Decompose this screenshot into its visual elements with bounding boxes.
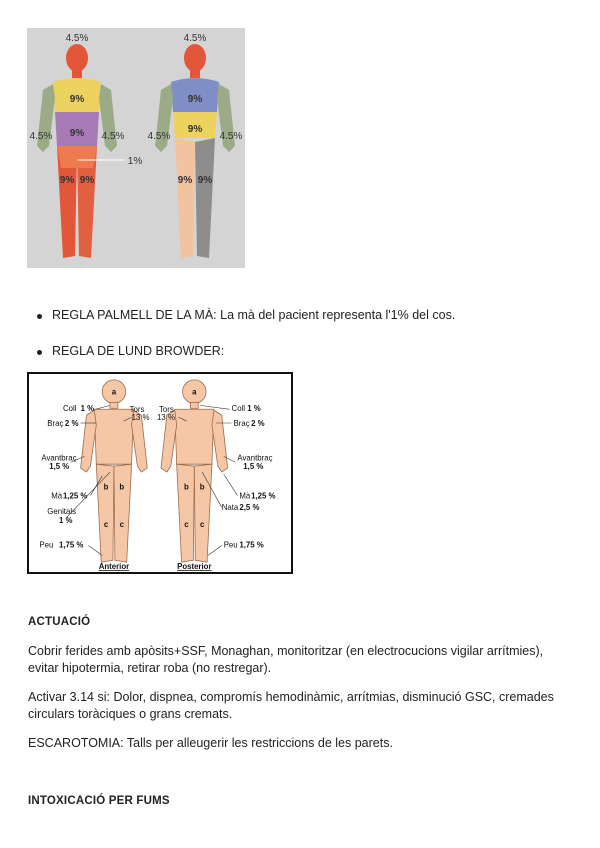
actuacio-paragraph-2: Activar 3.14 si: Dolor, dispnea, compromís hemodinàmic, arrítmias, disminució GSC, cremades circulars toràciques o grans cremats. [28, 690, 554, 721]
back-leg-right-label: 9% [197, 175, 213, 186]
back-arm-left-label: 4.5% [147, 131, 171, 142]
peu-label-left: Peu [39, 540, 54, 550]
actuacio-paragraph-3: ESCAROTOMIA: Talls per alleugerir les restriccions de les parets. [28, 736, 393, 750]
front-arm-left-label: 4.5% [29, 131, 53, 142]
genitals-label: Genitals [47, 507, 76, 517]
front-thigh-right: b [119, 482, 125, 492]
avantbrac-label-left: Avantbraç [41, 453, 77, 463]
coll-label-left: Coll [62, 404, 77, 414]
rules-list [34, 308, 455, 380]
caption-posterior: Posterior [177, 562, 212, 572]
genital-label: 1% [127, 156, 143, 167]
front-leg-right: c [119, 519, 124, 529]
avantbrac-label-right: Avantbraç [237, 453, 273, 463]
genitals-value: 1 % [59, 515, 73, 525]
front-thigh-left: b [103, 482, 109, 492]
brac-value-right: 2 % [251, 418, 265, 428]
back-lower-label: 9% [187, 124, 203, 135]
back-upper-label: 9% [187, 94, 203, 105]
back-head-label: 4.5% [183, 33, 207, 44]
front-leg-left-label: 9% [59, 175, 75, 186]
front-arm-right-label: 4.5% [101, 131, 125, 142]
coll-label-right: Coll [231, 404, 246, 414]
avantbrac-value-left: 1,5 % [49, 462, 70, 472]
back-leg-left: c [184, 519, 189, 529]
list-item: REGLA DE LUND BROWDER: [34, 344, 455, 380]
list-item: REGLA PALMELL DE LA MÀ: La mà del pacient representa l'1% del cos. [34, 308, 455, 344]
avantbrac-value-right: 1,5 % [243, 462, 264, 472]
ma-value-right: 1,25 % [251, 491, 276, 501]
back-leg-right: c [199, 519, 205, 529]
ma-label-right: Mà [239, 491, 251, 501]
tors-back-label: Tors [159, 405, 174, 415]
front-leg-right-label: 9% [79, 175, 95, 186]
rule-of-nines-figure [27, 28, 245, 268]
front-leg-left: c [103, 519, 109, 529]
intoxicacio-heading: INTOXICACIÓ PER FUMS [28, 795, 170, 807]
back-leg-left-label: 9% [177, 175, 193, 186]
tors-front-value: 13 % [131, 413, 150, 423]
brac-value-left: 2 % [64, 418, 79, 428]
front-abdomen-label: 9% [69, 128, 85, 139]
front-chest-label: 9% [69, 94, 85, 105]
coll-value-right: 1 % [247, 404, 261, 414]
coll-value-left: 1 % [80, 404, 95, 414]
tors-front-label: Tors [129, 405, 145, 415]
nata-value: 2,5 % [239, 503, 260, 513]
actuacio-paragraph-1: Cobrir ferides amb apòsits+SSF, Monaghan, monitoritzar (en electrocucions vigilar arrítmies), evitar hipotermia, retirar roba (no restregar). [28, 644, 544, 675]
peu-label-right: Peu [223, 540, 238, 550]
ma-value-left: 1,25 % [62, 491, 88, 501]
lund-browder-figure [27, 372, 293, 574]
front-head-letter: a [111, 387, 117, 397]
ma-label-left: Mà [51, 491, 63, 501]
back-thigh-left: b [184, 482, 189, 492]
nata-label: Nata [221, 503, 239, 513]
peu-value-right: 1,75 % [239, 540, 264, 550]
peu-value-left: 1,75 % [59, 540, 84, 550]
back-head-letter: a [192, 387, 197, 397]
back-thigh-right: b [199, 482, 205, 492]
brac-label-left: Braç [47, 418, 64, 428]
actuacio-heading: ACTUACIÓ [28, 616, 91, 628]
tors-back-value: 13 % [157, 413, 175, 423]
back-arm-right-label: 4.5% [219, 131, 243, 142]
brac-label-right: Braç [233, 418, 250, 428]
caption-anterior: Anterior [98, 562, 130, 572]
front-head-label: 4.5% [65, 33, 89, 44]
